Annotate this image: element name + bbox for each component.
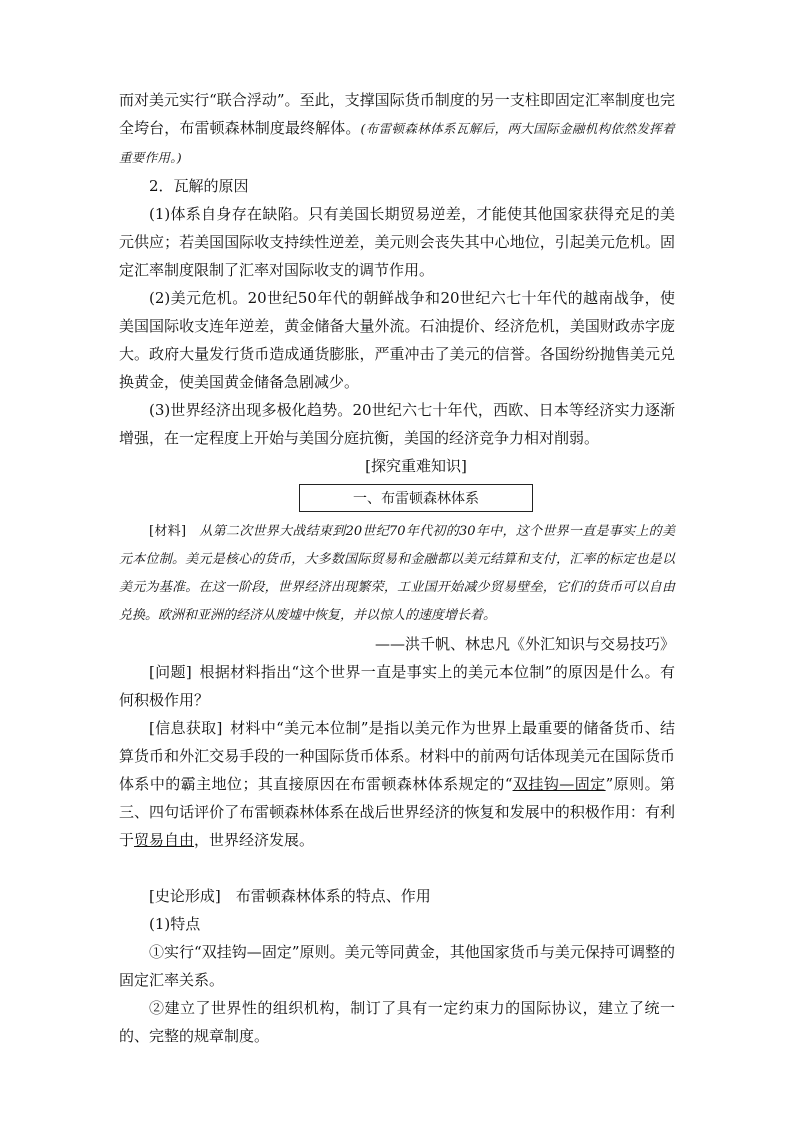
- question-text: 根据材料指出“这个世界一直是事实上的美元本位制”的原因是什么。有何积极作用？: [119, 663, 675, 709]
- intro-paragraph: [119, 86, 675, 172]
- intro-note: (布雷顿森林体系瓦解后，两大国际金融机构依然发挥着重要作用。): [119, 121, 675, 165]
- conclusion-title: 布雷顿森林体系的特点、作用: [235, 887, 431, 905]
- question-tag: [问题]: [149, 663, 192, 681]
- material-source: ——洪千帆、林忠凡《外汇知识与交易技巧》: [374, 635, 675, 653]
- section-heading: 2．瓦解的原因: [149, 177, 249, 195]
- info-underline-2: 贸易自由: [134, 831, 195, 849]
- info-tag: [信息获取]: [149, 719, 223, 737]
- info-text-a: 材料中“美元本位制”是指以美元作为世界上最重要的储备货币、结算货币和外汇交易手段的一种国际货币体系。材料中的前两句话体现美元在国际货币体系中的霸主地位；其直接原因在布雷顿森林体系规定的“: [119, 719, 675, 793]
- box-title-wrap: [119, 484, 675, 512]
- conclusion-point-2: ②建立了世界性的组织机构，制订了具有一定约束力的国际协议，建立了统一的、完整的规章制度。: [119, 999, 675, 1045]
- box-title: 一、布雷顿森林体系: [299, 484, 533, 512]
- cause-item-2: (2)美元危机。20世纪50年代的朝鲜战争和20世纪六七十年代的越南战争，使美国国际收支连年逆差，黄金储备大量外流。石油提价、经济危机，美国财政赤字庞大。政府大量发行货币造成通货膨胀，严重冲击了美元的信誉。各国纷纷抛售美元兑换黄金，使美国黄金储备急剧减少。: [119, 289, 675, 391]
- conclusion-tag: [史论形成]: [149, 887, 221, 905]
- spacer: [119, 854, 675, 882]
- material-text: 从第二次世界大战结束到20世纪70年代初的30年中，这个世界一直是事实上的美元本位制。美元是核心的货币，大多数国际贸易和金融都以美元结算和支付，汇率的标定也是以美元为基准。在这一阶段，世界经济出现繁荣，工业国开始减少贸易壁垒，它们的货币可以自由兑换。欧洲和亚洲的经济从废墟中恢复，并以惊人的速度增长着。: [119, 524, 675, 623]
- info-text-c: ，世界经济发展。: [194, 831, 315, 849]
- conclusion-point-1: ①实行“双挂钩—固定”原则。美元等同黄金，其他国家货币与美元保持可调整的固定汇率关系。: [119, 943, 675, 989]
- conclusion-heading: [119, 882, 675, 910]
- question-paragraph: [119, 658, 675, 714]
- cause-item-3: (3)世界经济出现多极化趋势。20世纪六七十年代，西欧、日本等经济实力逐渐增强，在一定程度上开始与美国分庭抗衡，美国的经济竞争力相对削弱。: [119, 401, 675, 447]
- document-page: [119, 86, 675, 1050]
- explore-label: [探究重难知识]: [365, 457, 467, 475]
- info-paragraph: [119, 714, 675, 854]
- material-tag: [材料]: [149, 524, 187, 539]
- info-text-b: ”原则。第三、四句话评价了布雷顿森林体系在战后世界经济的恢复和发展中的积极作用：有利于: [119, 775, 676, 849]
- material-paragraph: [119, 518, 675, 630]
- intro-text: 而对美元实行“联合浮动”。至此，支撑国际货币制度的另一支柱即固定汇率制度也完全垮台，布雷顿森林制度最终解体。: [119, 91, 675, 137]
- conclusion-sub1: (1)特点: [149, 915, 201, 933]
- info-underline-1: 双挂钩—固定: [512, 775, 606, 793]
- cause-item-1: (1)体系自身存在缺陷。只有美国长期贸易逆差，才能使其他国家获得充足的美元供应；若美国国际收支持续性逆差，美元则会丧失其中心地位，引起美元危机。固定汇率制度限制了汇率对国际收支的调节作用。: [119, 205, 675, 279]
